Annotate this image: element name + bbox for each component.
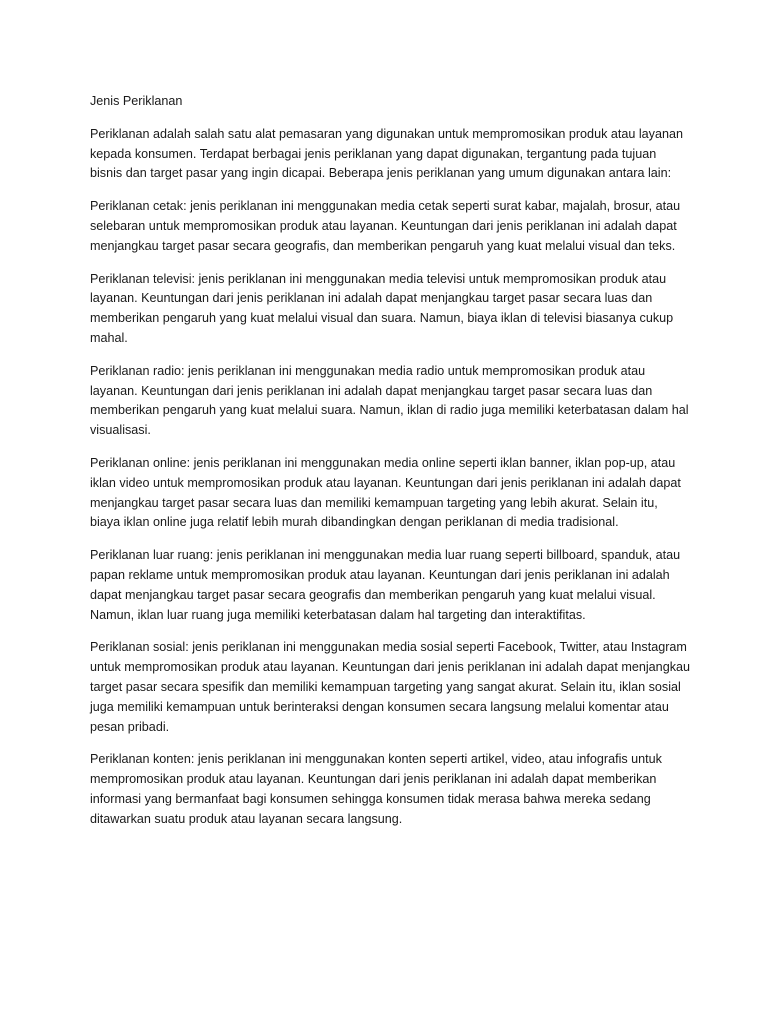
- document-body: [90, 92, 690, 843]
- paragraph-radio-ads: Periklanan radio: jenis periklanan ini menggunakan media radio untuk mempromosikan produk atau layanan. Keuntungan dari jenis periklanan ini adalah dapat menjangkau target pasar secara luas dan memberikan pengaruh yang kuat melalui suara. Namun, iklan di radio juga memiliki keterbatasan dalam hal visualisasi.: [90, 363, 689, 438]
- paragraph-outdoor-ads: Periklanan luar ruang: jenis periklanan ini menggunakan media luar ruang seperti billboard, spanduk, atau papan reklame untuk mempromosikan produk atau layanan. Keuntungan dari jenis periklanan ini adalah dapat menjangkau target pasar secara geografis dan memberikan pengaruh yang kuat melalui visual. Namun, iklan luar ruang juga memiliki keterbatasan dalam hal targeting dan interaktifitas.: [90, 548, 681, 622]
- paragraph-intro: Periklanan adalah salah satu alat pemasaran yang digunakan untuk mempromosikan produk atau layanan kepada konsumen. Terdapat berbagai jenis periklanan yang dapat digunakan, tergantung pada tujuan bisnis dan target pasar yang ingin dicapai. Beberapa jenis periklanan yang umum digunakan antara lain:: [90, 126, 683, 181]
- paragraph-print-ads: Periklanan cetak: jenis periklanan ini menggunakan media cetak seperti surat kabar, majalah, brosur, atau selebaran untuk mempromosikan produk atau layanan. Keuntungan dari jenis periklanan ini adalah dapat menjangkau target pasar secara geografis, dan memberikan pengaruh yang kuat melalui visual dan teks.: [90, 199, 681, 253]
- document-title: Jenis Periklanan: [90, 94, 183, 108]
- paragraph-content-ads: Periklanan konten: jenis periklanan ini menggunakan konten seperti artikel, video, atau infografis untuk mempromosikan produk atau layanan. Keuntungan dari jenis periklanan ini adalah dapat memberikan informasi yang bermanfaat bagi konsumen sehingga konsumen tidak merasa bahwa mereka sedang ditawarkan suatu produk atau layanan secara langsung.: [90, 752, 662, 826]
- paragraph-social-ads: Periklanan sosial: jenis periklanan ini menggunakan media sosial seperti Facebook, Twitter, atau Instagram untuk mempromosikan produk atau layanan. Keuntungan dari jenis periklanan ini adalah dapat menjangkau target pasar secara spesifik dan memiliki kemampuan targeting yang sangat akurat. Selain itu, iklan sosial juga memiliki kemampuan untuk berinteraksi dengan konsumen secara langsung melalui komentar atau pesan pribadi.: [90, 640, 690, 734]
- paragraph-television-ads: Periklanan televisi: jenis periklanan ini menggunakan media televisi untuk mempromosikan produk atau layanan. Keuntungan dari jenis periklanan ini adalah dapat menjangkau target pasar secara luas dan memberikan pengaruh yang kuat melalui visual dan suara. Namun, biaya iklan di televisi biasanya cukup mahal.: [90, 271, 674, 345]
- paragraph-online-ads: Periklanan online: jenis periklanan ini menggunakan media online seperti iklan banner, iklan pop-up, atau iklan video untuk mempromosikan produk atau layanan. Keuntungan dari jenis periklanan ini adalah dapat menjangkau target pasar secara luas dan memiliki kemampuan targeting yang lebih akurat. Selain itu, biaya iklan online juga relatif lebih murah dibandingkan dengan periklanan di media tradisional.: [90, 455, 681, 530]
